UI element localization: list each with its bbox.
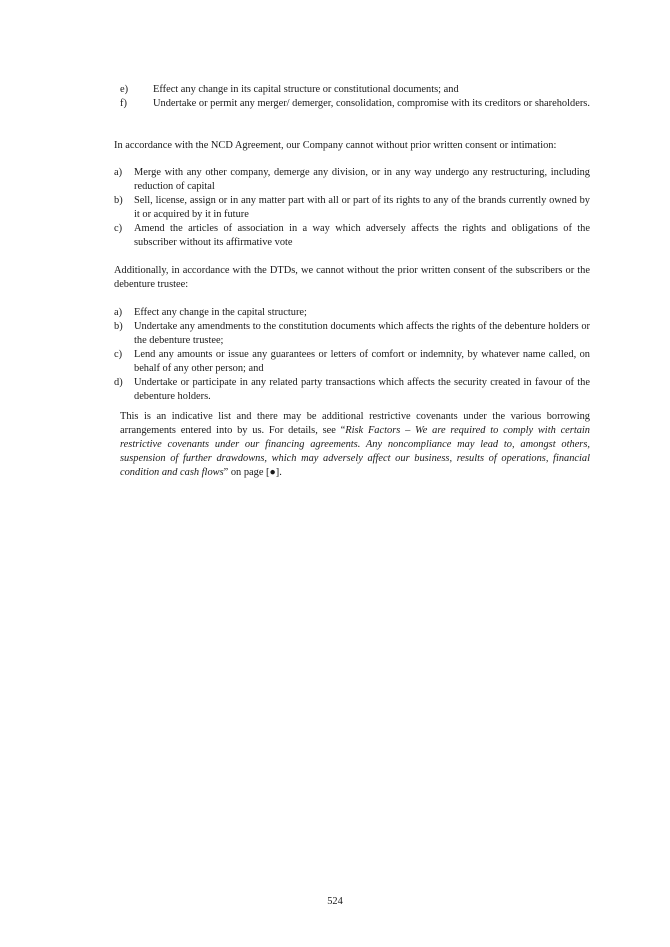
list-marker: c) (114, 349, 123, 360)
list-item (120, 83, 590, 97)
closing-paragraph (120, 410, 590, 480)
list-item (120, 97, 590, 111)
list-marker: e) (120, 84, 129, 95)
dtd-intro-paragraph: Additionally, in accordance with the DTDs, we cannot without the prior written consent of the subscribers or the debenture trustee: (114, 265, 590, 290)
list-item (114, 348, 590, 376)
list-item (114, 194, 590, 222)
list-marker: a) (114, 167, 123, 178)
dtd-list (114, 306, 590, 404)
list-item (114, 320, 590, 348)
list-item-text: Undertake or permit any merger/ demerger, consolidation, compromise with its creditors or shareholders. (153, 98, 590, 109)
list-item (114, 166, 590, 194)
ncd-list (114, 166, 590, 250)
list-marker: c) (114, 223, 123, 234)
list-item-text: Undertake or participate in any related party transactions which affects the security created in favour of the debenture holders. (134, 377, 590, 402)
closing-lead-text: This is an indicative list and there may be additional restrictive covenants under the various borrowing arrangements entered into by us. For details, see “ (120, 411, 590, 436)
risk-factors-reference: Risk Factors – We are required to comply with certain restrictive covenants under our financing agreements. Any noncompliance may lead to, amongst others, suspension of further drawdowns, which may adversely affect our business, results of operations, financial condition and cash flows (120, 425, 590, 478)
list-marker: b) (114, 321, 123, 332)
top-list (120, 83, 590, 111)
list-item-text: Effect any change in its capital structure or constitutional documents; and (153, 84, 459, 95)
ncd-intro-paragraph: In accordance with the NCD Agreement, our Company cannot without prior written consent or intimation: (114, 140, 557, 151)
list-item-text: Undertake any amendments to the constitution documents which affects the rights of the debenture holders or the debenture trustee; (134, 321, 590, 346)
list-item-text: Lend any amounts or issue any guarantees or letters of comfort or indemnity, by whatever name called, on behalf of any other person; and (134, 349, 590, 374)
page-number: 524 (327, 896, 343, 907)
list-item-text: Effect any change in the capital structure; (134, 307, 307, 318)
list-item (114, 222, 590, 250)
list-item-text: Merge with any other company, demerge any division, or in any way undergo any restructuring, including reduction of capital (134, 167, 590, 192)
list-item (114, 306, 590, 320)
list-item-text: Amend the articles of association in a way which adversely affects the rights and obligations of the subscriber without its affirmative vote (134, 223, 590, 248)
list-item (114, 376, 590, 404)
list-marker: d) (114, 377, 123, 388)
list-marker: a) (114, 307, 123, 318)
list-marker: f) (120, 98, 127, 109)
closing-tail-text: ” on page [●]. (223, 467, 282, 478)
list-item-text: Sell, license, assign or in any matter part with all or part of its rights to any of the brands currently owned by it or acquired by it in future (134, 195, 590, 220)
list-marker: b) (114, 195, 123, 206)
